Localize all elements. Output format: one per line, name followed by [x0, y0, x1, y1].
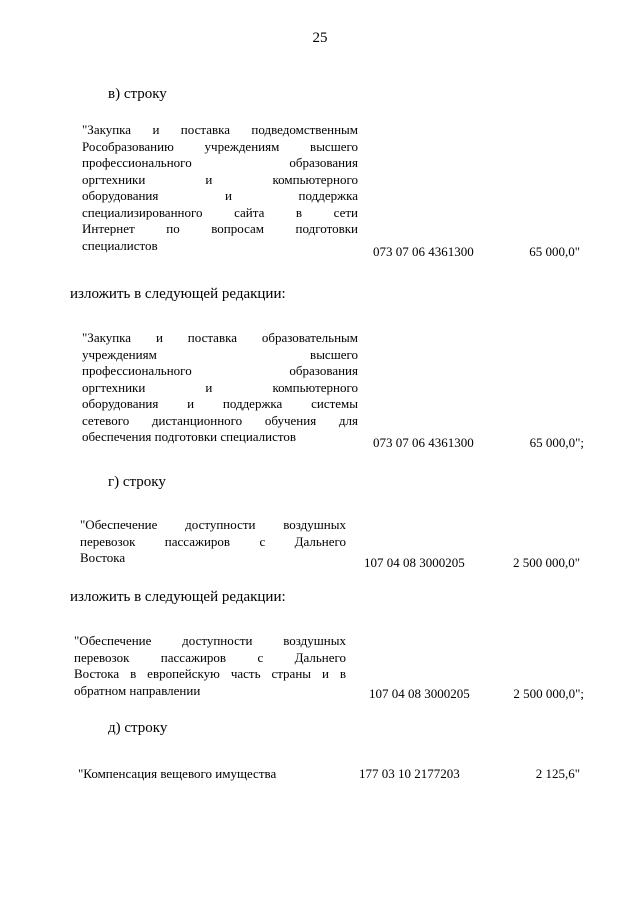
text-line: перевозок пассажиров с Дальнего	[80, 533, 346, 549]
page-number: 25	[312, 30, 328, 46]
amount-old-d: 2 125,6"	[535, 766, 580, 781]
amount-old-v: 65 000,0"	[529, 244, 580, 259]
text-line: "Закупка и поставка образовательным	[82, 330, 358, 345]
text-line: оргтехники и компьютерного	[82, 171, 358, 187]
budget-code-old-g: 107 04 08 3000205	[364, 555, 465, 570]
text-line: "Обеспечение доступности воздушных	[74, 633, 346, 648]
text-line: оборудования и поддержка системы	[82, 396, 358, 411]
section-heading-d: д) строку	[108, 720, 168, 736]
text-line: обеспечения подготовки специалистов	[82, 429, 297, 444]
text-line: "Закупка и поставка подведомственным	[82, 122, 358, 137]
budget-code-new-v: 073 07 06 4361300	[373, 435, 474, 450]
text-line: учреждениям высшего	[82, 346, 358, 362]
text-line: специалистов	[82, 237, 158, 253]
section-heading-v: в) строку	[108, 86, 167, 102]
amount-new-v: 65 000,0";	[529, 435, 584, 450]
text-line: оргтехники и компьютерного	[82, 379, 358, 395]
item-text-old-d	[78, 766, 338, 783]
budget-code-old-d: 177 03 10 2177203	[359, 766, 460, 781]
new-edition-heading-g: изложить в следующей редакции:	[70, 589, 286, 605]
text-line: "Обеспечение доступности воздушных	[80, 517, 346, 532]
new-edition-heading-v: изложить в следующей редакции:	[70, 286, 286, 302]
budget-code-old-v: 073 07 06 4361300	[373, 244, 474, 259]
amount-new-g: 2 500 000,0";	[513, 686, 584, 701]
text-line: профессионального образования	[82, 155, 358, 170]
text-line: Интернет по вопросам подготовки	[82, 221, 358, 236]
text-line: специализированного сайта в сети	[82, 204, 358, 220]
text-line: Рособразованию учреждениям высшего	[82, 138, 358, 154]
section-heading-g: г) строку	[108, 474, 166, 490]
text-line: профессионального образования	[82, 363, 358, 378]
amount-old-g: 2 500 000,0"	[512, 555, 580, 570]
text-line: оборудования и поддержка	[82, 188, 358, 203]
text-line: перевозок пассажиров с Дальнего	[74, 649, 346, 665]
item-text-new-v	[82, 330, 358, 446]
text-line: сетевого дистанционного обучения для	[82, 412, 358, 428]
budget-code-new-g: 107 04 08 3000205	[369, 686, 470, 701]
text-line: обратном направлении	[74, 682, 201, 698]
text-line: Востока в европейскую часть страны и в	[74, 666, 346, 681]
text-line: Востока	[80, 550, 126, 565]
item-text-new-g	[74, 633, 346, 699]
item-text-old-g	[80, 517, 346, 567]
text-line: "Компенсация вещевого имущества	[78, 766, 277, 781]
item-text-old-v	[82, 122, 358, 254]
